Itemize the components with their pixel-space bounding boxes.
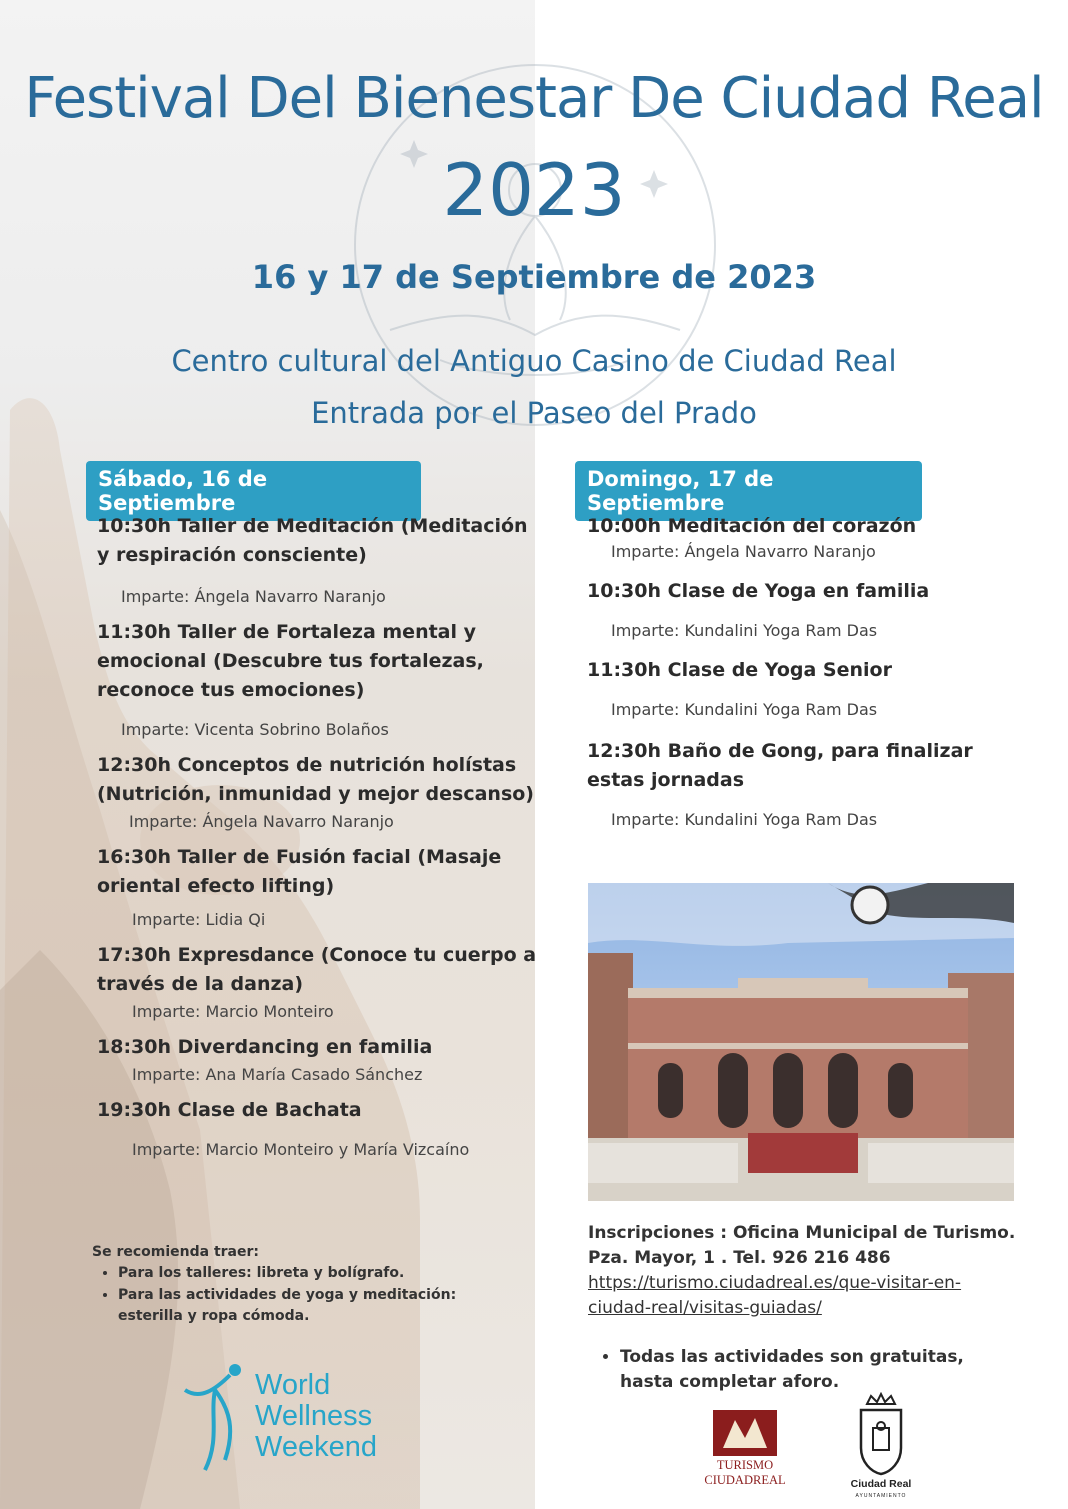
event-title: 10:30h Clase de Yoga en familia: [587, 580, 930, 602]
event-teacher: Imparte: Ana María Casado Sánchez: [132, 1065, 423, 1084]
schedule-event: [97, 751, 537, 833]
turismo-ciudad-real-logo: [695, 1408, 795, 1494]
free-activities-note: [598, 1345, 1018, 1395]
event-teacher: Imparte: Ángela Navarro Naranjo: [611, 542, 876, 561]
cr-name: Ciudad Real: [850, 1478, 912, 1490]
schedule-event: [587, 577, 1007, 642]
schedule-event: [97, 1033, 537, 1086]
event-teacher: Imparte: Kundalini Yoga Ram Das: [611, 810, 878, 829]
festival-venue: [0, 335, 1068, 439]
recommendations: [92, 1242, 492, 1328]
event-title: 16:30h Taller de Fusión facial (Masaje oriental efecto lifting): [97, 846, 502, 897]
ayuntamiento-ciudad-real-logo: [845, 1392, 917, 1500]
recommendation-item: • Para los talleres: libreta y bolígrafo.: [118, 1263, 492, 1284]
venue-line-1: Centro cultural del Antiguo Casino de Ciudad Real: [171, 344, 897, 378]
event-title: 11:30h Taller de Fortaleza mental y emocional (Descubre tus fortalezas, reconoce tus emociones): [97, 621, 484, 701]
world-wellness-weekend-logo: [175, 1360, 405, 1475]
free-note-item: • Todas las actividades son gratuitas, hasta completar aforo.: [620, 1345, 1018, 1395]
venue-line-2: Entrada por el Paseo del Prado: [311, 396, 757, 430]
schedule-event: [587, 656, 1007, 721]
festival-dates: 16 y 17 de Septiembre de 2023: [251, 258, 817, 296]
event-title: 17:30h Expresdance (Conoce tu cuerpo a través de la danza): [97, 944, 537, 995]
saturday-heading: Sábado, 16 de Septiembre: [86, 461, 421, 521]
schedule-event: [97, 512, 537, 608]
www-line-2: Wellness: [255, 1400, 373, 1432]
registration-address: Pza. Mayor, 1 . Tel. 926 216 486: [588, 1248, 891, 1268]
coat-of-arms-icon: [845, 1392, 917, 1478]
event-teacher: Imparte: Marcio Monteiro: [132, 1002, 334, 1021]
event-title: 11:30h Clase de Yoga Senior: [587, 659, 892, 681]
event-title: 18:30h Diverdancing en familia: [97, 1036, 433, 1058]
turismo-emblem-icon: [695, 1408, 795, 1458]
event-teacher: Imparte: Lidia Qi: [132, 910, 266, 929]
event-title: 10:30h Taller de Meditación (Meditación y respiración consciente): [97, 515, 528, 566]
saturday-schedule: [97, 512, 537, 1171]
sunday-schedule: [587, 512, 1007, 841]
event-title: 12:30h Baño de Gong, para finalizar estas jornadas: [587, 740, 973, 791]
festival-year: 2023: [442, 148, 626, 232]
turismo-line-2: CIUDADREAL: [704, 1473, 786, 1487]
event-teacher: Imparte: Kundalini Yoga Ram Das: [611, 700, 878, 719]
recommendations-heading: Se recomienda traer:: [92, 1244, 260, 1260]
schedule-event: [587, 737, 1007, 831]
festival-title: Festival Del Bienestar De Ciudad Real: [24, 66, 1044, 131]
schedule-event: [97, 941, 537, 1023]
registration-office: Inscripciones : Oficina Municipal de Turismo.: [588, 1223, 1016, 1243]
recommendation-item: • Para las actividades de yoga y meditación: esterilla y ropa cómoda.: [118, 1285, 492, 1327]
event-teacher: Imparte: Kundalini Yoga Ram Das: [611, 621, 878, 640]
schedule-event: [97, 843, 537, 931]
event-teacher: Imparte: Vicenta Sobrino Bolaños: [121, 720, 389, 739]
sunday-heading: Domingo, 17 de Septiembre: [575, 461, 922, 521]
casino-building-photo: [588, 883, 1014, 1201]
schedule-event: [587, 512, 1007, 563]
event-title: 10:00h Meditación del corazón: [587, 515, 917, 537]
schedule-event: [97, 618, 537, 741]
registration-link[interactable]: https://turismo.ciudadreal.es/que-visitar-en-ciudad-real/visitas-guiadas/: [588, 1273, 962, 1318]
event-teacher: Imparte: Ángela Navarro Naranjo: [129, 812, 394, 831]
turismo-line-1: TURISMO: [716, 1458, 774, 1472]
event-teacher: Imparte: Marcio Monteiro y María Vizcaíno: [132, 1140, 470, 1159]
wellness-figure-icon: [175, 1360, 255, 1475]
www-line-1: World: [255, 1369, 331, 1401]
registration-info: [588, 1221, 1018, 1321]
event-teacher: Imparte: Ángela Navarro Naranjo: [121, 587, 386, 606]
schedule-event: [97, 1096, 537, 1161]
event-title: 19:30h Clase de Bachata: [97, 1099, 362, 1121]
www-line-3: Weekend: [255, 1431, 377, 1463]
cr-sub: AYUNTAMIENTO: [855, 1493, 907, 1499]
event-title: 12:30h Conceptos de nutrición holístas (Nutrición, inmunidad y mejor descanso): [97, 754, 534, 805]
